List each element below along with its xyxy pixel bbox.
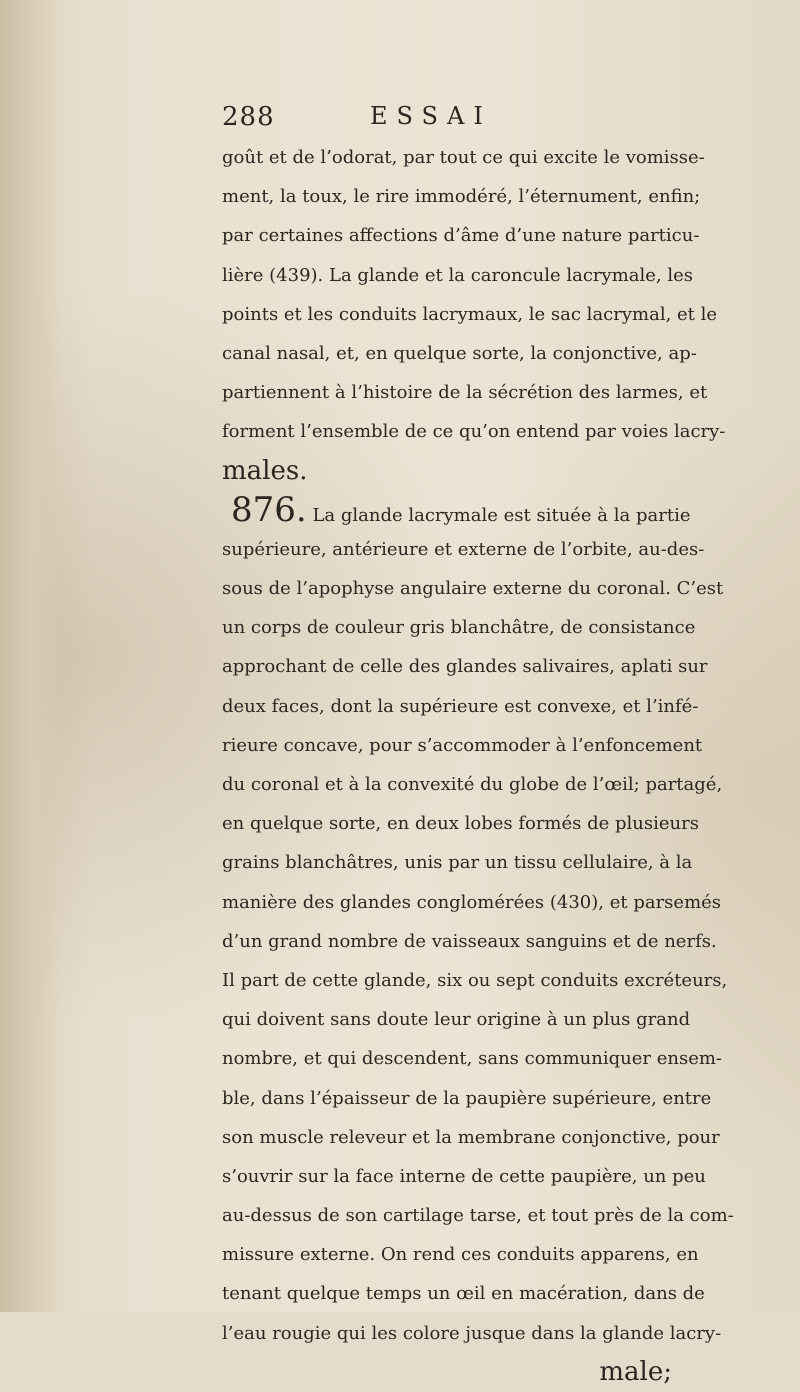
paragraph-first-line-text: La glande lacrymale est située à la partie: [312, 504, 691, 526]
text-line: rieure concave, pour s’accommoder à l’enfoncement: [222, 734, 703, 756]
text-line: du coronal et à la convexité du globe de l’œil; partagé,: [222, 774, 723, 795]
text-line: son muscle releveur et la membrane conjonctive, pour: [222, 1126, 720, 1148]
catchword: male;: [599, 1356, 672, 1387]
page-number: 288: [222, 102, 275, 132]
text-line: d’un grand nombre de vaisseaux sanguins et de nerfs.: [222, 930, 717, 952]
text-line: approchant de celle des glandes salivaires, aplati sur: [222, 656, 708, 678]
text-line: males.: [222, 455, 308, 486]
text-line: goût et de l’odorat, par tout ce qui excite le vomisse-: [222, 147, 705, 168]
text-line: ble, dans l’épaisseur de la paupière supérieure, entre: [222, 1087, 712, 1109]
text-line: forment l’ensemble de ce qu’on entend par voies lacry-: [222, 421, 726, 443]
text-line: manière des glandes conglomérées (430), et parsemés: [222, 891, 722, 913]
text-line: par certaines affections d’âme d’une nature particu-: [222, 225, 700, 247]
text-line: partiennent à l’histoire de la sécrétion des larmes, et: [222, 382, 708, 404]
text-line: sous de l’apophyse angulaire externe du coronal. C’est: [222, 578, 724, 600]
text-line: grains blanchâtres, unis par un tissu cellulaire, à la: [222, 852, 693, 874]
text-line: points et les conduits lacrymaux, le sac lacrymal, et le: [222, 303, 718, 325]
text-line: l’eau rougie qui les colore jusque dans la glande lacry-: [222, 1322, 722, 1344]
text-line: qui doivent sans doute leur origine à un plus grand: [222, 1009, 691, 1031]
paragraph-number: 876.: [231, 489, 307, 530]
text-line: lière (439). La glande et la caroncule lacrymale, les: [222, 264, 694, 286]
text-line: supérieure, antérieure et externe de l’orbite, au-des-: [222, 538, 705, 560]
text-line: missure externe. On rend ces conduits apparens, en: [222, 1244, 699, 1266]
text-line: s’ouvrir sur la face interne de cette paupière, un peu: [222, 1165, 706, 1187]
paragraph-876-first-line: [222, 489, 691, 530]
text-line: canal nasal, et, en quelque sorte, la conjonctive, ap-: [222, 342, 697, 364]
text-line: Il part de cette glande, six ou sept conduits excréteurs,: [222, 969, 728, 991]
text-line: tenant quelque temps un œil en macération, dans de: [222, 1283, 705, 1305]
text-line: en quelque sorte, en deux lobes formés de plusieurs: [222, 813, 699, 835]
text-block: [222, 138, 734, 1392]
page-header: [222, 102, 672, 142]
text-line: un corps de couleur gris blanchâtre, de consistance: [222, 617, 696, 639]
text-line: deux faces, dont la supérieure est convexe, et l’infé-: [222, 695, 699, 717]
running-title: ESSAI: [370, 102, 492, 130]
text-line: nombre, et qui descendent, sans communiquer ensem-: [222, 1048, 723, 1070]
text-line: au-dessus de son cartilage tarse, et tout près de la com-: [222, 1205, 734, 1227]
text-line: ment, la toux, le rire immodéré, l’éternument, enfin;: [222, 186, 701, 208]
book-gutter: [0, 0, 60, 1312]
